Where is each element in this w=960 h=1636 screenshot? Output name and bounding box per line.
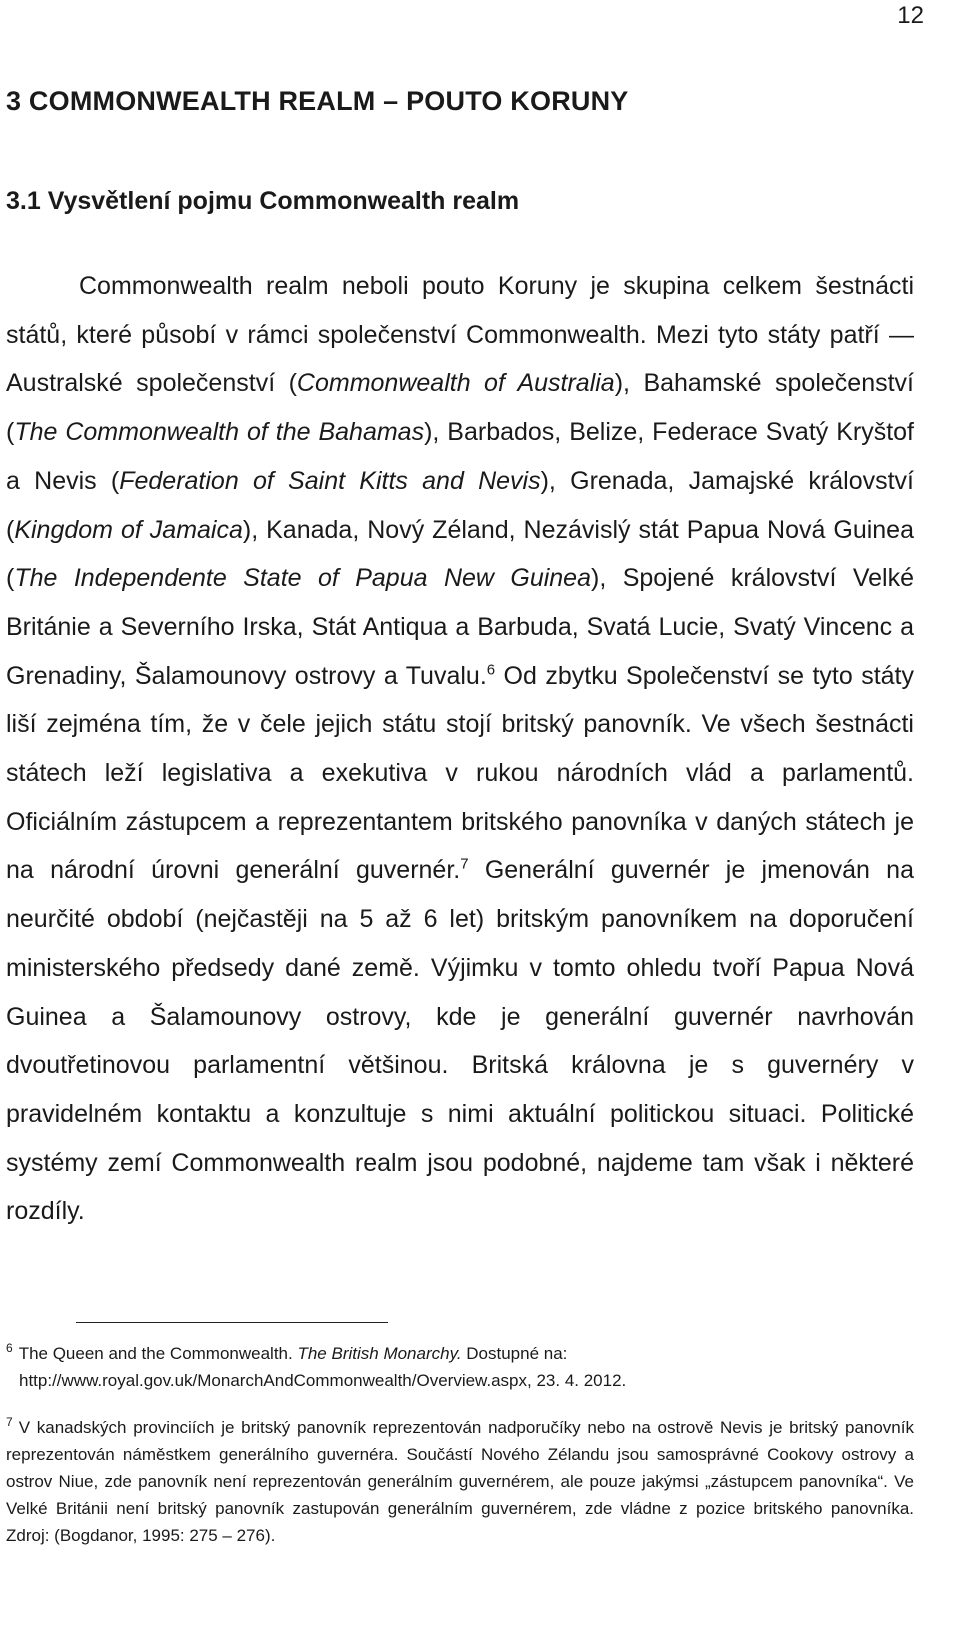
body-paragraph: [6, 262, 914, 1236]
body-text-run: ), Grenada, Jamajské království (: [6, 466, 914, 544]
chapter-heading: 3 COMMONWEALTH REALM – POUTO KORUNY: [6, 86, 629, 116]
footnote-italic: The British Monarchy.: [297, 1344, 462, 1363]
footnote-6: [6, 1340, 914, 1394]
footnote-reference-6[interactable]: 6: [486, 661, 496, 679]
footnote-text: Dostupné na:: [461, 1344, 568, 1363]
footnotes: [6, 1340, 914, 1549]
footnote-reference-7[interactable]: 7: [460, 856, 469, 874]
body-text-run: Od zbytku Společenství se tyto státy liší zejména tím, že v čele jejich státu stojí britský panovník. Ve všech šestnácti státech leží legislativa a exekutiva v rukou národních vlád a parlamentů. Oficiálním zástupcem a reprezentantem britského panovníka v daných státech je na národní úrovni generální guvernér.: [6, 661, 914, 885]
footnote-mark: 6: [6, 1341, 13, 1356]
footnote-7: [6, 1414, 914, 1549]
body-text-run: Commonwealth realm neboli pouto Koruny je skupina celkem šestnácti států, které působí v rámci společenství Commonwealth. Mezi tyto státy patří — Australské společenství (: [6, 272, 914, 398]
italic-term: Kingdom of Jamaica: [14, 515, 243, 544]
footnote-mark: 7: [6, 1415, 13, 1430]
footnote-separator: [76, 1322, 388, 1323]
page-number: 12: [897, 2, 924, 29]
italic-term: Federation of Saint Kitts and Nevis: [119, 466, 541, 495]
footnote-text: V kanadských provinciích je britský panovník reprezentován nadporučíky nebo na ostrově Nevis je britský panovník reprezentován náměstkem generálního guvernéra. Součástí Nového Zélandu jsou samosprávné Cookovy ostrovy a ostrov Niue, zde panovník není reprezentován generálním guvernérem, ale pouze jakýmsi „zástupcem panovníka“. Ve Velké Británii není britský panovník zastupován generálním guvernérem, zde vládne z pozice britského panovníka. Zdroj: (Bogdanor, 1995: 275 – 276).: [6, 1418, 914, 1545]
body-text-run: ), Bahamské společenství (: [6, 369, 914, 447]
body-text-run: ), Kanada, Nový Zéland, Nezávislý stát Papua Nová Guinea (: [6, 515, 914, 593]
italic-term: The Commonwealth of the Bahamas: [14, 418, 425, 447]
italic-term: The Independente State of Papua New Guinea: [14, 564, 591, 593]
section-heading: 3.1 Vysvětlení pojmu Commonwealth realm: [6, 187, 520, 215]
italic-term: Commonwealth of Australia: [296, 369, 615, 398]
footnote-text: The Queen and the Commonwealth.: [18, 1344, 298, 1363]
body-text-run: Generální guvernér je jmenován na neurčité období (nejčastěji na 5 až 6 let) britským panovníkem na doporučení ministerského předsedy dané země. Výjimku v tomto ohledu tvoří Papua Nová Guinea a Šalamounovy ostrovy, kde je generální guvernér navrhován dvoutřetinovou parlamentní většinou. Britská královna je s guvernéry v pravidelném kontaktu a konzultuje s nimi aktuální politickou situaci. Politické systémy zemí Commonwealth realm jsou podobné, najdeme tam však i některé rozdíly.: [6, 856, 914, 1226]
footnote-url[interactable]: http://www.royal.gov.uk/MonarchAndCommonwealth/Overview.aspx, 23. 4. 2012.: [19, 1371, 627, 1390]
body-text-run: ), Spojené království Velké Británie a Severního Irska, Stát Antiqua a Barbuda, Svatá Lucie, Svatý Vincenc a Grenadiny, Šalamounovy ostrovy a Tuvalu.: [6, 564, 915, 690]
body-text-run: ), Barbados, Belize, Federace Svatý Kryštof a Nevis (: [6, 418, 914, 495]
